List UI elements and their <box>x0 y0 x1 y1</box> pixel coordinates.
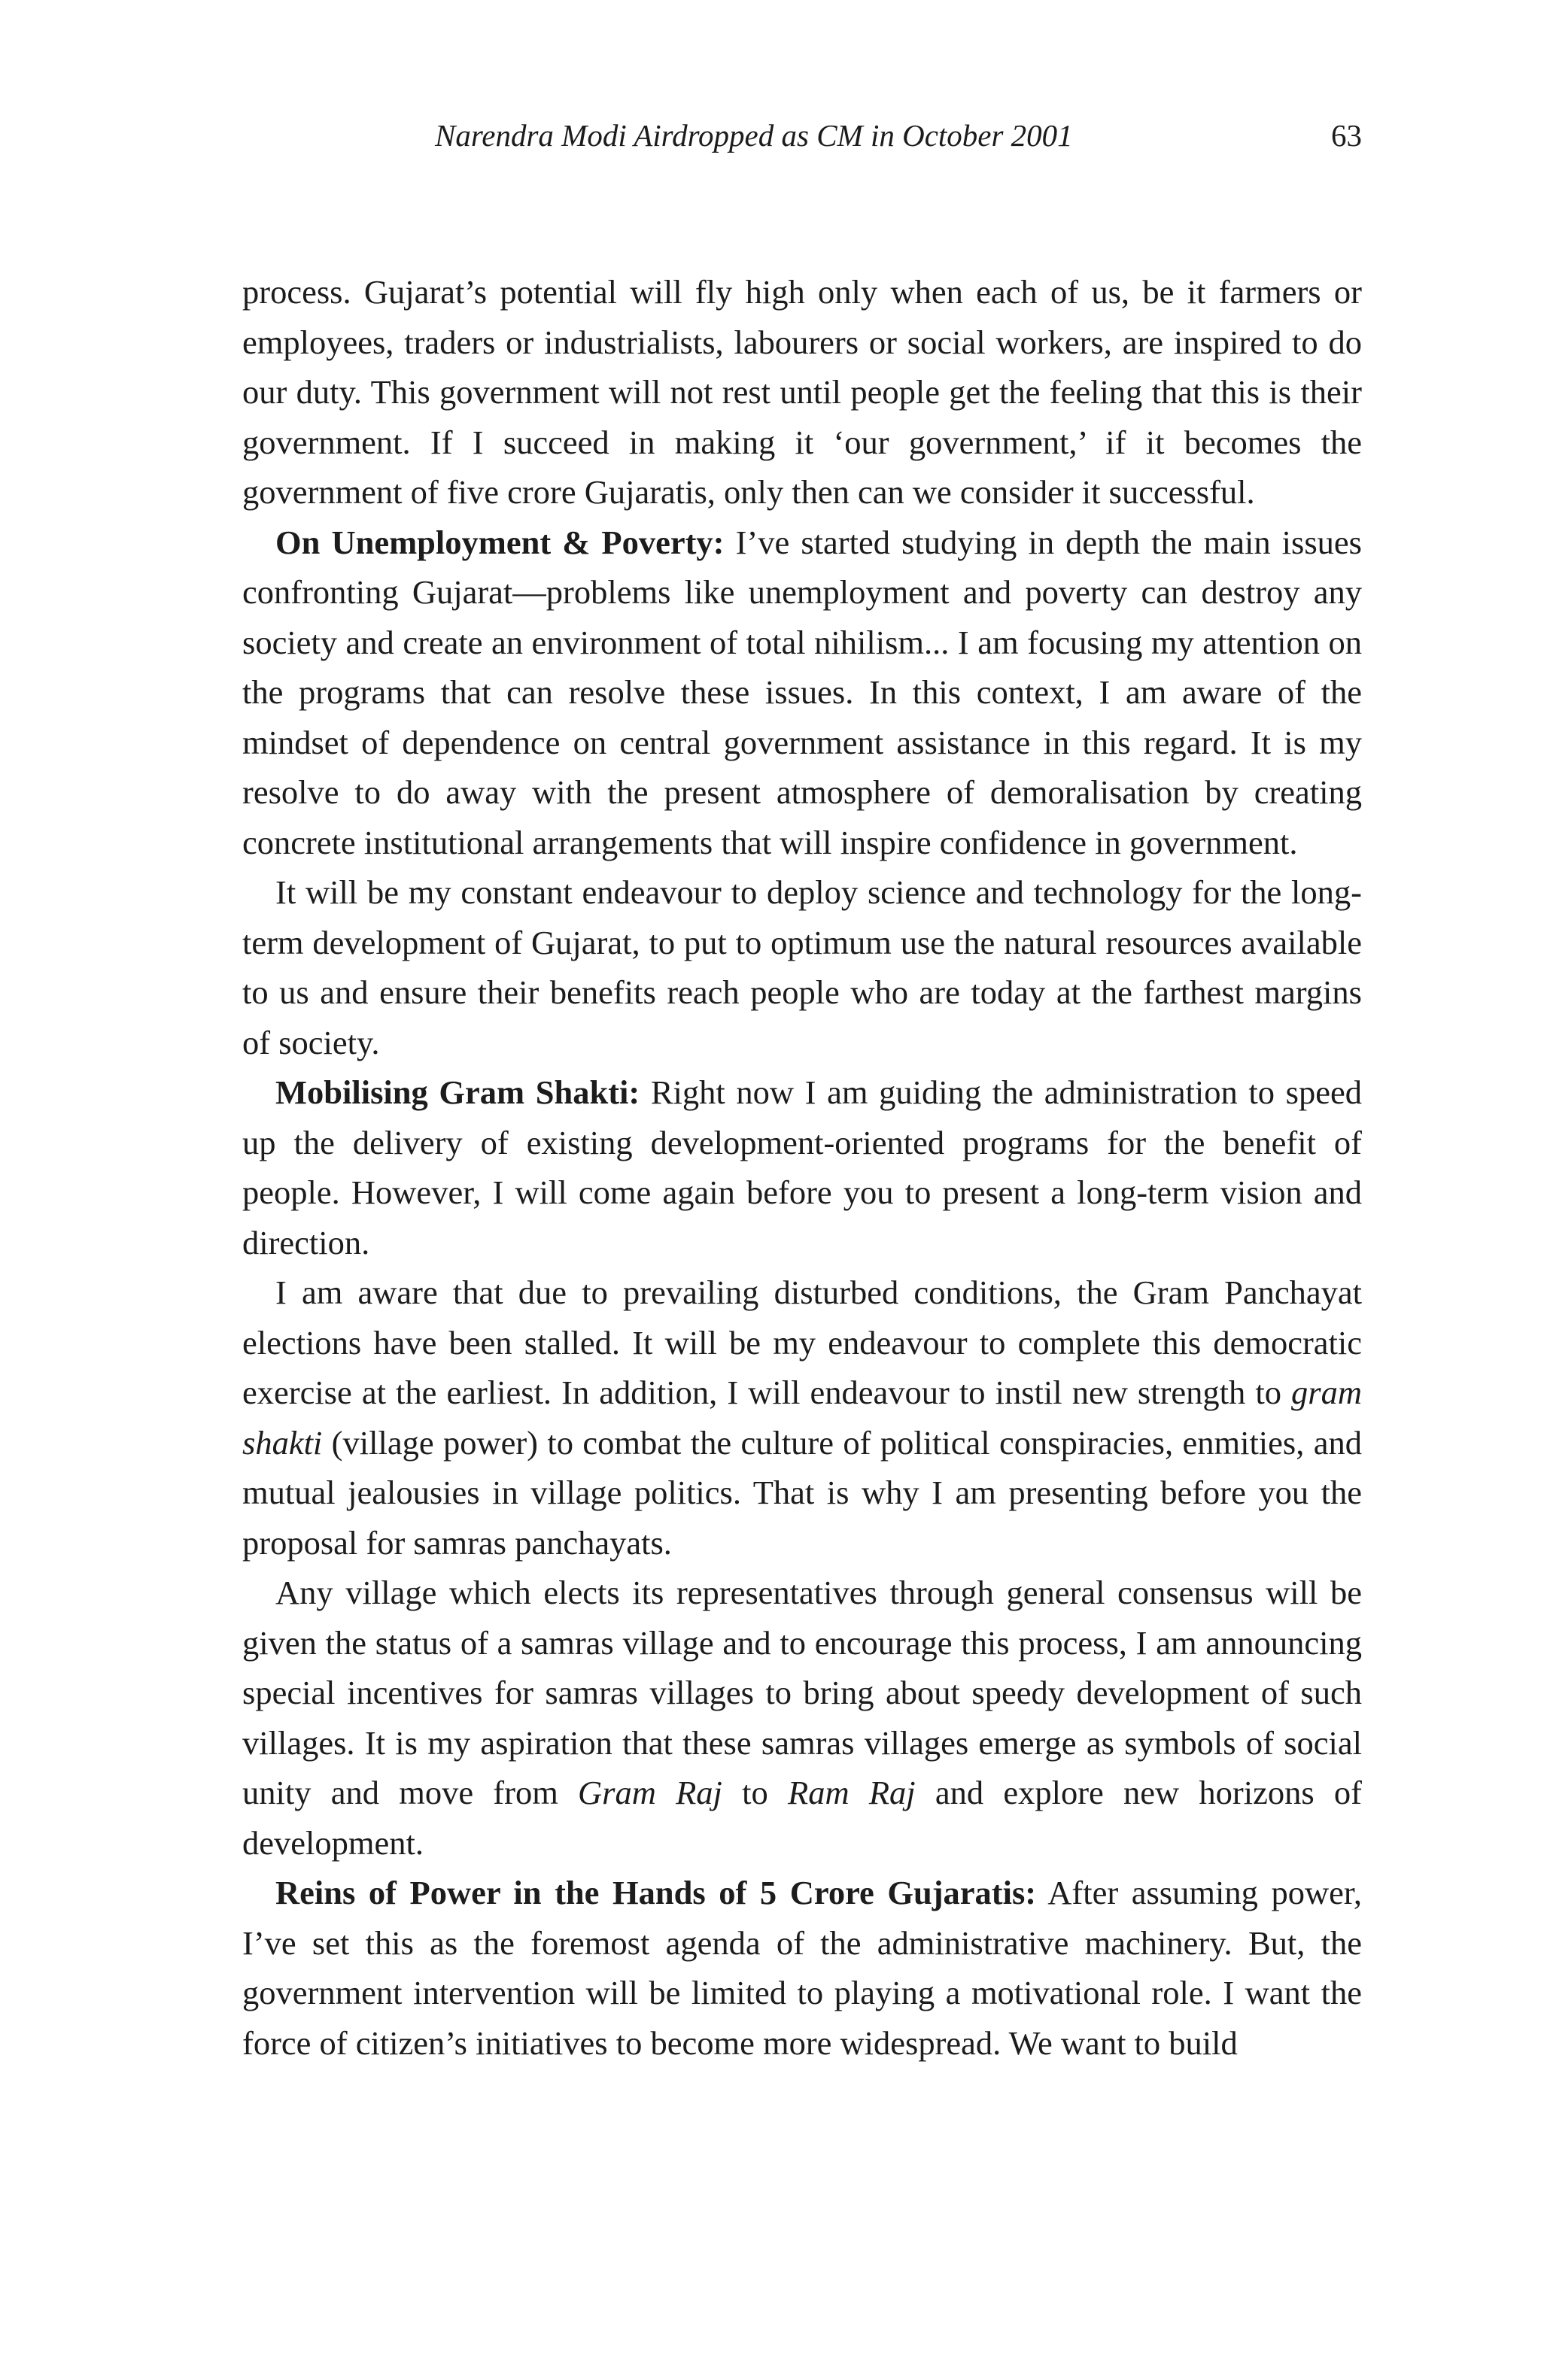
paragraph-unemployment-poverty <box>242 518 1362 868</box>
body-text <box>242 267 1362 2068</box>
page-number: 63 <box>1331 118 1362 153</box>
paragraph-text: I’ve started studying in depth the main issues confronting Gujarat—problems like unemployment and poverty can destroy any society and create an environment of total nihilism... I am focusing my attention on the programs that can resolve these issues. In this context, I am aware of the mindset of dependence on central government assistance in this regard. It is my resolve to do away with the present atmosphere of demoralisation by creating concrete institutional arrangements that will inspire confidence in government. <box>242 523 1362 861</box>
paragraph-gram-shakti <box>242 1067 1362 1267</box>
italic-term: Ram Raj <box>788 1774 916 1811</box>
paragraph-text: I am aware that due to prevailing disturbed conditions, the Gram Panchayat elections have been stalled. It will be my endeavour to complete this democratic exercise at the earliest. In addition, I will endeavour to instil new strength to <box>242 1273 1362 1411</box>
paragraph-text: Any village which elects its representatives through general consensus will be given the status of a samras village and to encourage this process, I am announcing special incentives for samras villages to bring about speedy development of such villages. It is my aspiration that these samras villages emerge as symbols of social unity and move from <box>242 1574 1362 1811</box>
paragraph-text: to <box>722 1774 789 1811</box>
paragraph-panchayat-elections <box>242 1267 1362 1568</box>
section-heading: On Unemployment & Poverty: <box>275 523 725 561</box>
paragraph-text: After assuming power, I’ve set this as the foremost agenda of the administrative machinery. But, the government intervention will be limited to playing a motivational role. I want the force of citizen’s initiatives to become more widespread. We want to build <box>242 1874 1362 2062</box>
paragraph-science-technology <box>242 867 1362 1067</box>
paragraph-text: Right now I am guiding the administration to speed up the delivery of existing development-oriented programs for the benefit of people. However, I will come again before you to present a long-term vision and direction. <box>242 1073 1362 1261</box>
running-head <box>242 117 1362 162</box>
section-heading: Reins of Power in the Hands of 5 Crore Gujaratis: <box>275 1874 1037 1911</box>
paragraph-samras-village <box>242 1568 1362 1868</box>
paragraph-text: and explore new horizons of development. <box>242 1774 1362 1862</box>
running-title: Narendra Modi Airdropped as CM in October 2001 <box>435 118 1073 153</box>
italic-term: gram shakti <box>242 1374 1362 1462</box>
paragraph-text: (village power) to combat the culture of political conspiracies, enmities, and mutual jealousies in village politics. That is why I am presenting before you the proposal for samras panchayats. <box>242 1423 1362 1562</box>
paragraph-reins-of-power <box>242 1868 1362 2068</box>
paragraph-text: It will be my constant endeavour to deploy science and technology for the long-term development of Gujarat, to put to optimum use the natural resources available to us and ensure their benefits reach people who are today at the farthest margins of society. <box>242 873 1362 1061</box>
paragraph-text: process. Gujarat’s potential will fly high only when each of us, be it farmers or employees, traders or industrialists, labourers or social workers, are inspired to do our duty. This government will not rest until people get the feeling that this is their government. If I succeed in making it ‘our government,’ if it becomes the government of five crore Gujaratis, only then can we consider it successful. <box>242 273 1362 511</box>
section-heading: Mobilising Gram Shakti: <box>275 1073 640 1111</box>
paragraph-continuation <box>242 267 1362 518</box>
italic-term: Gram Raj <box>578 1774 722 1811</box>
